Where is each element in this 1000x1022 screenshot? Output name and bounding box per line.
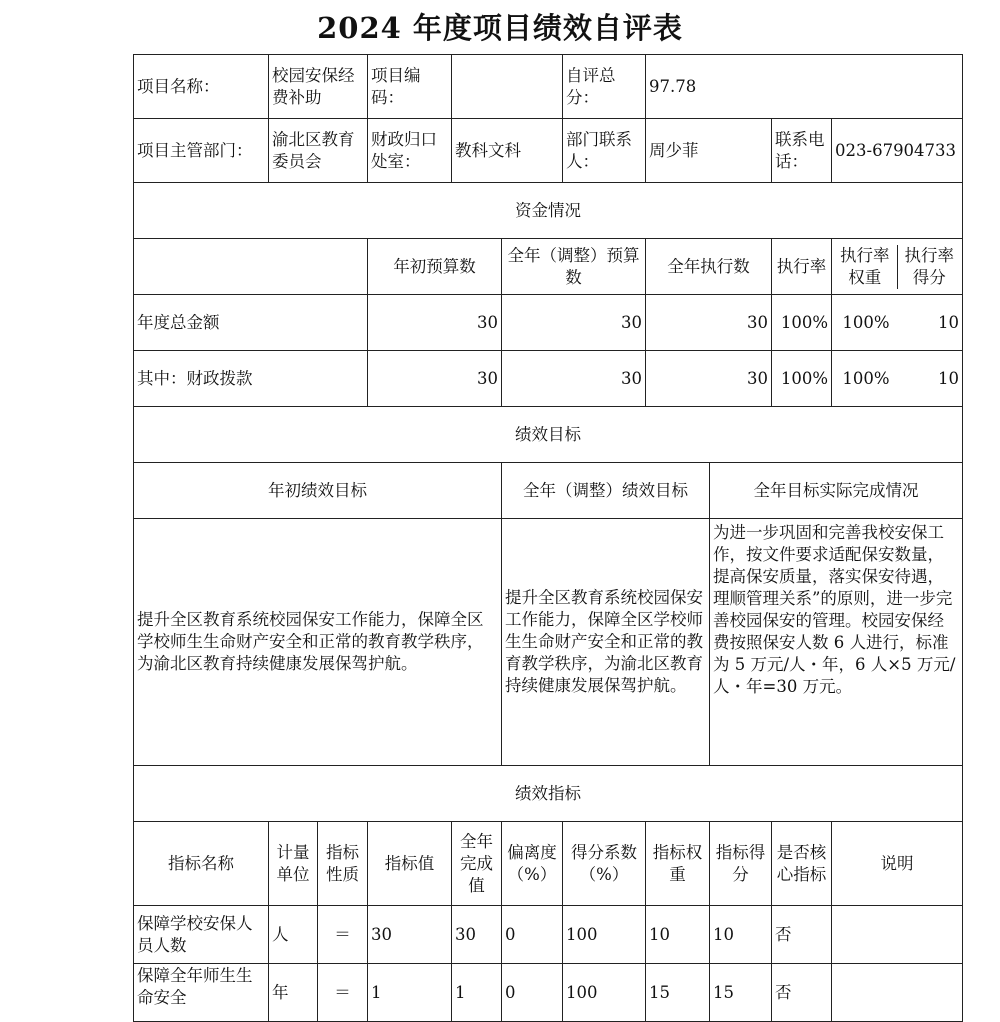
funds-weight-score [832,295,963,351]
goals-header-row [134,463,963,519]
ind-header-name: 指标名称 [134,822,269,906]
ind-header-note: 说明 [832,822,963,906]
funds-weight: 100% [842,312,890,332]
ind-header-weight: 指标权重 [646,822,710,906]
evaluation-table [133,54,963,1022]
ind-header-core: 是否核心指标 [772,822,832,906]
funds-header-adjusted: 全年（调整）预算数 [502,239,646,295]
funds-header-blank [134,239,368,295]
department-row [134,119,963,183]
table-row [134,906,963,964]
project-info-row [134,55,963,119]
funds-row-label: 年度总金额 [134,295,368,351]
funds-executed: 30 [646,295,772,351]
phone-value: 023-67904733 [832,119,963,183]
funds-rate: 100% [772,351,832,407]
funds-header-score: 执行率得分 [904,245,954,287]
ind-score: 10 [710,906,772,964]
funds-row [134,351,963,407]
ind-name: 保障学校安保人员人数 [134,906,269,964]
indicators-section-title: 绩效指标 [134,766,963,822]
funds-weight: 100% [842,368,890,388]
ind-header-score: 指标得分 [710,822,772,906]
goals-section-title: 绩效目标 [134,407,963,463]
ind-unit: 人 [269,906,318,964]
ind-weight: 10 [646,906,710,964]
funds-rate: 100% [772,295,832,351]
goal-actual-text: 为进一步巩固和完善我校安保工作，按文件要求适配保安数量，提高保安质量，落实保安待遇，理顺管理关系”的原则，进一步完善校园保安的管理。校园安保经费按照保安人数 6 人进行，标准为 5 万元/人・年，6 人×5 万元/人・年=30 万元。 [710,519,963,766]
finance-office-value: 教科文科 [452,119,563,183]
funds-header-weight-score [832,239,963,295]
project-name: 校园安保经费补助 [269,55,368,119]
funds-header-row [134,239,963,295]
ind-core: 否 [772,964,832,1022]
funds-initial: 30 [368,295,502,351]
ind-deviation: 0 [502,964,563,1022]
ind-target: 1 [368,964,452,1022]
ind-weight: 15 [646,964,710,1022]
ind-nature: ＝ [318,906,368,964]
ind-actual: 1 [452,964,502,1022]
ind-name: 保障全年师生生命安全 [134,964,269,1022]
ind-header-actual: 全年完成值 [452,822,502,906]
ind-header-target: 指标值 [368,822,452,906]
funds-executed: 30 [646,351,772,407]
goals-header-actual: 全年目标实际完成情况 [710,463,963,519]
ind-nature: ＝ [318,964,368,1022]
funds-adjusted: 30 [502,351,646,407]
ind-core: 否 [772,906,832,964]
funds-row-label: 其中：财政拨款 [134,351,368,407]
project-code-label: 项目编码： [368,55,452,119]
ind-coef: 100 [563,964,646,1022]
dept-value: 渝北区教育委员会 [269,119,368,183]
ind-note [832,906,963,964]
project-code [452,55,563,119]
goal-initial-text: 提升全区教育系统校园保安工作能力，保障全区学校师生生命财产安全和正常的教育教学秩序，为渝北区教育持续健康发展保驾护航。 [134,519,502,766]
funds-header-weight: 执行率权重 [835,245,898,289]
dept-label: 项目主管部门： [134,119,269,183]
indicators-header-row [134,822,963,906]
phone-label: 联系电话： [772,119,832,183]
ind-header-nature: 指标性质 [318,822,368,906]
funds-weight-score [832,351,963,407]
table-row [134,964,963,1022]
ind-target: 30 [368,906,452,964]
goals-header-adjusted: 全年（调整）绩效目标 [502,463,710,519]
ind-header-unit: 计量单位 [269,822,318,906]
finance-office-label: 财政归口处室： [368,119,452,183]
ind-coef: 100 [563,906,646,964]
ind-header-coef: 得分系数（%） [563,822,646,906]
contact-label: 部门联系人： [563,119,646,183]
self-score-label: 自评总分： [563,55,646,119]
self-score: 97.78 [646,55,963,119]
ind-deviation: 0 [502,906,563,964]
funds-initial: 30 [368,351,502,407]
funds-header-executed: 全年执行数 [646,239,772,295]
funds-row [134,295,963,351]
funds-adjusted: 30 [502,295,646,351]
page-title: 2024 年度项目绩效自评表 [317,11,683,45]
funds-header-initial: 年初预算数 [368,239,502,295]
ind-note [832,964,963,1022]
funds-header-rate: 执行率 [772,239,832,295]
goals-header-initial: 年初绩效目标 [134,463,502,519]
project-name-label: 项目名称： [134,55,269,119]
funds-score: 10 [938,312,959,332]
goal-adjusted-text: 提升全区教育系统校园保安工作能力，保障全区学校师生生命财产安全和正常的教育教学秩序，为渝北区教育持续健康发展保驾护航。 [502,519,710,766]
funds-section-title: 资金情况 [134,183,963,239]
ind-score: 15 [710,964,772,1022]
goals-content-row [134,519,963,766]
funds-score: 10 [938,368,959,388]
ind-header-deviation: 偏离度（%） [502,822,563,906]
ind-unit: 年 [269,964,318,1022]
ind-actual: 30 [452,906,502,964]
contact-value: 周少菲 [646,119,772,183]
